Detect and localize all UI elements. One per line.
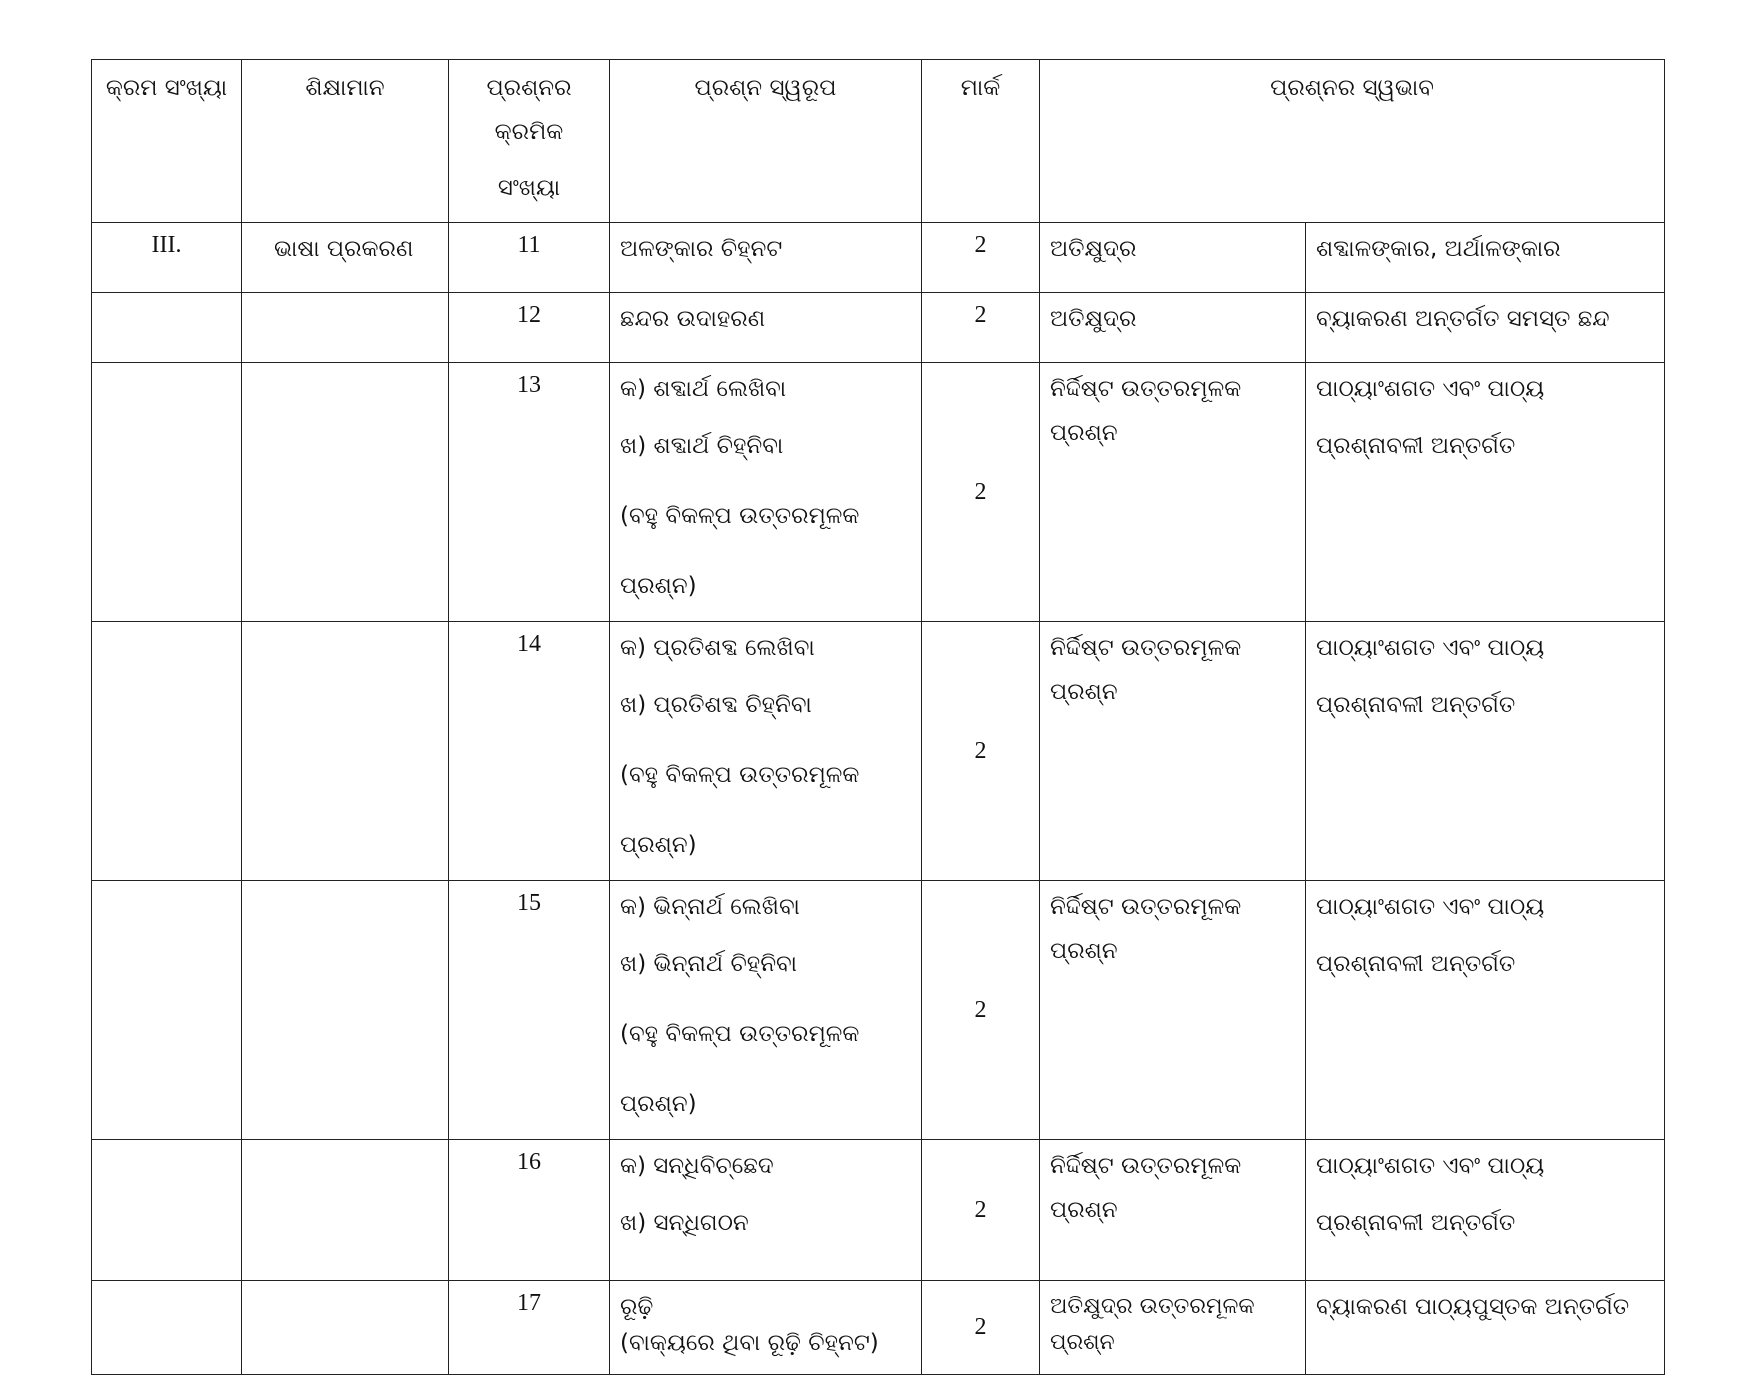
header-serial: କ୍ରମ ସଂଖ୍ୟା xyxy=(92,60,242,223)
question-marks: 2 xyxy=(922,622,1040,881)
question-number: 13 xyxy=(449,363,610,622)
question-number: 17 xyxy=(449,1281,610,1375)
question-form: କ) ପ୍ରତିଶବ୍ଦ ଲେଖିବା ଖ) ପ୍ରତିଶବ୍ଦ ଚିହ୍ନିବା (ବହୁ ବିକଳ୍ପ ଉତ୍ତରମୂଳକ ପ୍ରଶ୍ନ) xyxy=(610,622,922,881)
question-number: 16 xyxy=(449,1140,610,1281)
table-row xyxy=(92,1140,1665,1281)
question-number: 15 xyxy=(449,881,610,1140)
empty-cell xyxy=(242,293,449,363)
empty-cell xyxy=(92,622,242,881)
question-type: ଅତିକ୍ଷୁଦ୍ର xyxy=(1040,223,1306,293)
empty-cell xyxy=(242,1140,449,1281)
table-row xyxy=(92,363,1665,622)
question-scope: ବ୍ୟାକରଣ ଅନ୍ତର୍ଗତ ସମସ୍ତ ଛନ୍ଦ xyxy=(1306,293,1665,363)
question-number: 12 xyxy=(449,293,610,363)
question-scope: ପାଠ୍ୟାଂଶଗତ ଏବଂ ପାଠ୍ୟ ପ୍ରଶ୍ନାବଳୀ ଅନ୍ତର୍ଗତ xyxy=(1306,881,1665,1140)
header-marks: ମାର୍କ xyxy=(922,60,1040,223)
question-marks: 2 xyxy=(922,223,1040,293)
question-type: ଅତିକ୍ଷୁଦ୍ର ଉତ୍ତରମୂଳକ ପ୍ରଶ୍ନ xyxy=(1040,1281,1306,1375)
question-form: ଛନ୍ଦର ଉଦାହରଣ xyxy=(610,293,922,363)
question-scope: ଶବ୍ଦାଳଙ୍କାର, ଅର୍ଥାଳଙ୍କାର xyxy=(1306,223,1665,293)
empty-cell xyxy=(92,363,242,622)
question-type: ନିର୍ଦ୍ଦିଷ୍ଟ ଉତ୍ତରମୂଳକ ପ୍ରଶ୍ନ xyxy=(1040,622,1306,881)
empty-cell xyxy=(242,1281,449,1375)
header-row xyxy=(92,60,1665,223)
header-question-number: ପ୍ରଶ୍ନର କ୍ରମିକ ସଂଖ୍ୟା xyxy=(449,60,610,223)
question-marks: 2 xyxy=(922,293,1040,363)
question-form: ଅଳଙ୍କାର ଚିହ୍ନଟ xyxy=(610,223,922,293)
question-number: 11 xyxy=(449,223,610,293)
empty-cell xyxy=(242,363,449,622)
table-row xyxy=(92,293,1665,363)
question-form: ରୂଢ଼ି (ବାକ୍ୟରେ ଥିବା ରୂଢ଼ି ଚିହ୍ନଟ) xyxy=(610,1281,922,1375)
empty-cell xyxy=(92,1140,242,1281)
empty-cell xyxy=(242,881,449,1140)
question-form: କ) ଭିନ୍ନାର୍ଥ ଲେଖିବା ଖ) ଭିନ୍ନାର୍ଥ ଚିହ୍ନିବା (ବହୁ ବିକଳ୍ପ ଉତ୍ତରମୂଳକ ପ୍ରଶ୍ନ) xyxy=(610,881,922,1140)
question-type: ନିର୍ଦ୍ଦିଷ୍ଟ ଉତ୍ତରମୂଳକ ପ୍ରଶ୍ନ xyxy=(1040,1140,1306,1281)
table-row xyxy=(92,1281,1665,1375)
question-form: କ) ଶବ୍ଦାର୍ଥ ଲେଖିବା ଖ) ଶବ୍ଦାର୍ଥ ଚିହ୍ନିବା (ବହୁ ବିକଳ୍ପ ଉତ୍ତରମୂଳକ ପ୍ରଶ୍ନ) xyxy=(610,363,922,622)
question-scope: ପାଠ୍ୟାଂଶଗତ ଏବଂ ପାଠ୍ୟ ପ୍ରଶ୍ନାବଳୀ ଅନ୍ତର୍ଗତ xyxy=(1306,622,1665,881)
question-marks: 2 xyxy=(922,363,1040,622)
question-scope: ପାଠ୍ୟାଂଶଗତ ଏବଂ ପାଠ୍ୟ ପ୍ରଶ୍ନାବଳୀ ଅନ୍ତର୍ଗତ xyxy=(1306,1140,1665,1281)
question-number: 14 xyxy=(449,622,610,881)
question-scope: ପାଠ୍ୟାଂଶଗତ ଏବଂ ପାଠ୍ୟ ପ୍ରଶ୍ନାବଳୀ ଅନ୍ତର୍ଗତ xyxy=(1306,363,1665,622)
question-scope: ବ୍ୟାକରଣ ପାଠ୍ୟପୁସ୍ତକ ଅନ୍ତର୍ଗତ xyxy=(1306,1281,1665,1375)
empty-cell xyxy=(92,881,242,1140)
syllabus-table xyxy=(91,59,1665,1375)
table-row xyxy=(92,223,1665,293)
table-row xyxy=(92,622,1665,881)
section-unit: ଭାଷା ପ୍ରକରଣ xyxy=(242,223,449,293)
question-type: ଅତିକ୍ଷୁଦ୍ର xyxy=(1040,293,1306,363)
question-marks: 2 xyxy=(922,1140,1040,1281)
question-type: ନିର୍ଦ୍ଦିଷ୍ଟ ଉତ୍ତରମୂଳକ ପ୍ରଶ୍ନ xyxy=(1040,363,1306,622)
question-marks: 2 xyxy=(922,1281,1040,1375)
header-question-nature: ପ୍ରଶ୍ନର ସ୍ୱଭାବ xyxy=(1040,60,1665,223)
header-question-form: ପ୍ରଶ୍ନ ସ୍ୱରୂପ xyxy=(610,60,922,223)
empty-cell xyxy=(92,1281,242,1375)
header-unit: ଶିକ୍ଷାମାନ xyxy=(242,60,449,223)
question-type: ନିର୍ଦ୍ଦିଷ୍ଟ ଉତ୍ତରମୂଳକ ପ୍ରଶ୍ନ xyxy=(1040,881,1306,1140)
question-form: କ) ସନ୍ଧିବିଚ୍ଛେଦ ଖ) ସନ୍ଧିଗଠନ xyxy=(610,1140,922,1281)
section-serial: III. xyxy=(92,223,242,293)
empty-cell xyxy=(242,622,449,881)
table-row xyxy=(92,881,1665,1140)
empty-cell xyxy=(92,293,242,363)
question-marks: 2 xyxy=(922,881,1040,1140)
